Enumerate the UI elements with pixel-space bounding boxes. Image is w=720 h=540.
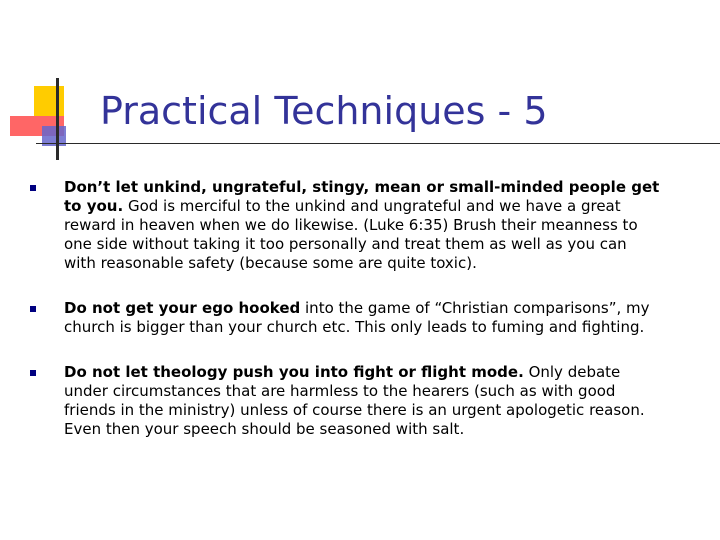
bullet-text: Only debate under circumstances that are harmless to the hearers (such as with good friends in the ministry) unless of course there is an urgent apologetic reason. Even then your speech should be seasoned with salt. — [64, 363, 645, 438]
bullet-item — [30, 363, 660, 439]
bullet-item — [30, 299, 660, 337]
square-bullet-icon — [30, 185, 36, 191]
square-bullet-icon — [30, 306, 36, 312]
slide-title: Practical Techniques - 5 — [100, 89, 548, 133]
bullet-text: into the game of “Christian comparisons”, my church is bigger than your church etc. This only leads to fuming and fighting. — [64, 299, 650, 336]
title-underline — [36, 143, 720, 144]
bullet-text: God is merciful to the unkind and ungrateful and we have a great reward in heaven when we do likewise. (Luke 6:35) Brush their meanness to one side without taking it too personally and treat them as well as you can with reasonable safety (because some are quite toxic). — [64, 197, 638, 272]
bullet-bold-text: Do not get your ego hooked — [64, 299, 301, 317]
bullet-item — [30, 178, 660, 273]
decorative-vertical-line — [56, 78, 59, 160]
square-bullet-icon — [30, 370, 36, 376]
bullet-bold-text: Do not let theology push you into fight or flight mode. — [64, 363, 524, 381]
bullet-list — [30, 178, 660, 465]
bullet-bold-text: Don’t let unkind, ungrateful, stingy, mean or small-minded people get to you. — [64, 178, 660, 215]
